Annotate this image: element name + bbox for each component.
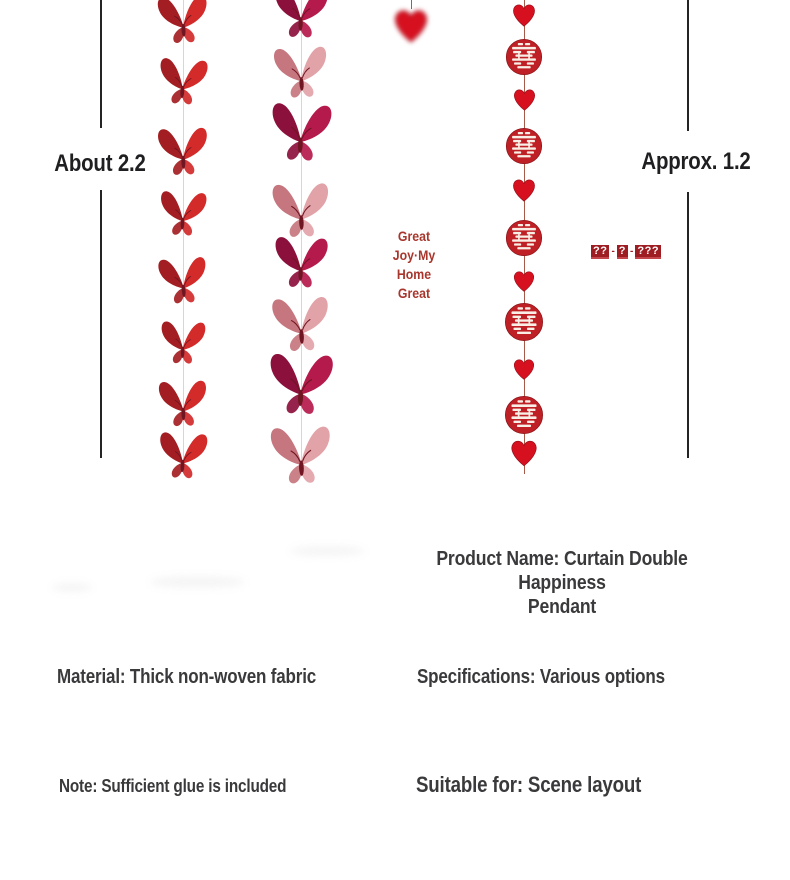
garbled-glyph-text [591, 245, 661, 259]
blurred-heart-icon [392, 8, 430, 44]
left-measure-label: About 2.2 [54, 150, 146, 177]
butterfly-icon [265, 421, 337, 491]
suitable-for-text: Suitable for: Scene layout [416, 772, 642, 797]
slogan-text [379, 227, 449, 303]
double-happiness-medallion-icon [505, 38, 543, 76]
heart-icon [512, 88, 537, 112]
slogan-line: Home [396, 266, 432, 282]
butterfly-icon [153, 0, 214, 49]
heart-icon [511, 3, 537, 27]
left-measure-line-top [100, 0, 102, 128]
tofu-separator: - [611, 246, 615, 257]
butterfly-icon [155, 187, 212, 242]
product-name-line1: Product Name: Curtain Double Happiness [436, 548, 688, 594]
tofu-block: ?? [593, 245, 608, 257]
butterfly-icon [156, 317, 210, 369]
butterfly-icon [268, 42, 333, 105]
right-measure-line-top [687, 0, 689, 131]
heart-icon [512, 358, 536, 381]
specifications-text: Specifications: Various options [417, 666, 665, 688]
product-name-line2: Pendant [527, 596, 597, 618]
butterfly-icon [153, 252, 213, 310]
double-happiness-medallion-icon [504, 395, 544, 435]
butterfly-icon [269, 232, 333, 294]
double-happiness-medallion-icon [505, 219, 543, 257]
butterfly-icon [154, 428, 213, 485]
right-measure-line-bottom [687, 192, 689, 458]
material-text: Material: Thick non-woven fabric [57, 666, 317, 688]
butterfly-icon [154, 376, 212, 432]
tofu-block: ??? [637, 245, 660, 257]
slogan-line: Joy·My [392, 247, 436, 263]
heart-icon [512, 270, 536, 293]
tofu-block: ? [618, 245, 627, 257]
double-happiness-medallion-icon [505, 127, 543, 165]
left-measure-line-bottom [100, 190, 102, 458]
heart-icon [511, 178, 537, 202]
note-text: Note: Sufficient glue is included [59, 776, 287, 796]
butterfly-icon [263, 348, 339, 422]
butterfly-icon [264, 98, 337, 169]
butterfly-icon [153, 123, 213, 181]
slogan-line: Great [397, 285, 431, 301]
slogan-line: Great [397, 228, 431, 244]
double-happiness-medallion-icon [504, 302, 544, 342]
right-measure-label: Approx. 1.2 [641, 148, 751, 175]
butterfly-icon [153, 53, 213, 111]
tofu-separator: - [630, 246, 634, 257]
product-name [404, 547, 721, 619]
butterfly-icon [269, 0, 333, 44]
heart-icon [509, 439, 539, 467]
